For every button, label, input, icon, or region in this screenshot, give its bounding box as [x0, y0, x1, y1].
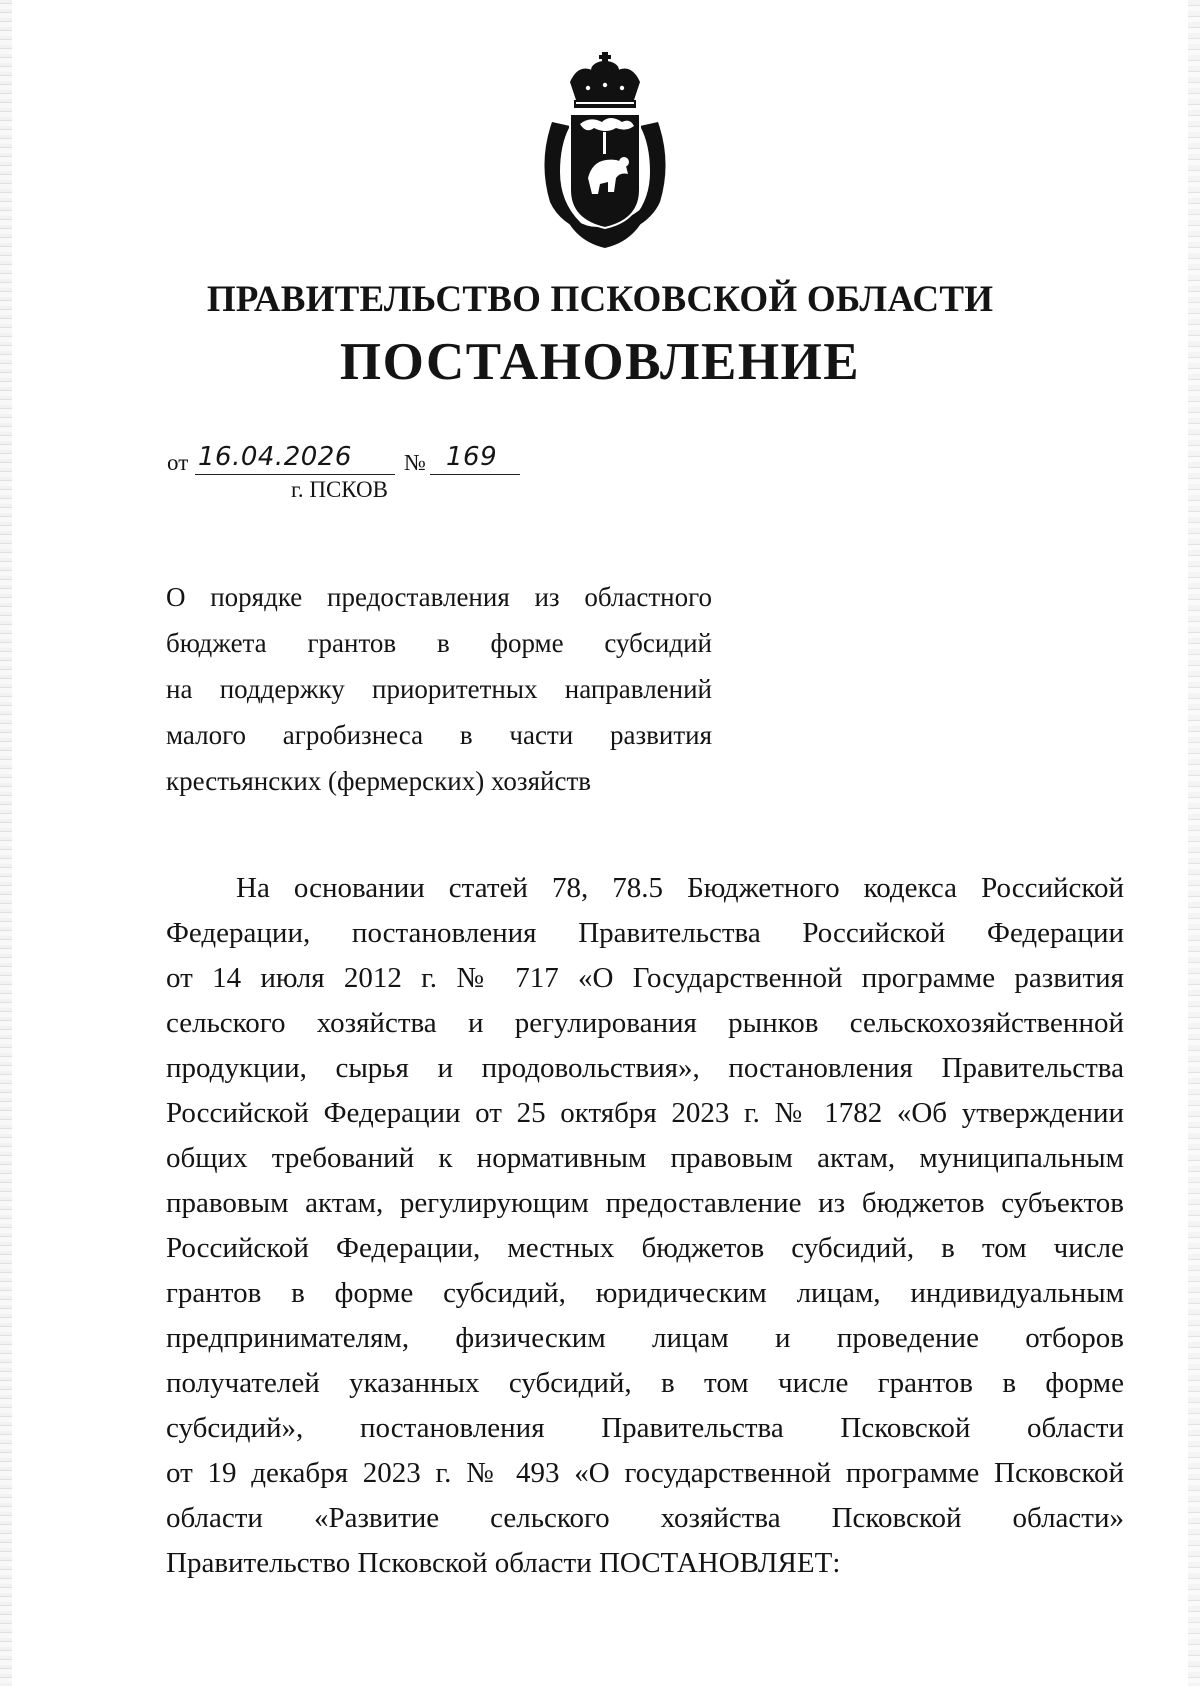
body-line: субсидий», постановления Правительства Псковской области — [166, 1412, 1124, 1444]
date-value: 16.04.2026 — [198, 442, 352, 472]
pskov-coat-of-arms-icon — [530, 52, 680, 250]
number-prefix: № — [404, 450, 426, 475]
body-line: На основании статей 78, 78.5 Бюджетного кодекса Российской — [236, 872, 1124, 904]
scan-edge-left — [0, 0, 12, 1686]
body-line: грантов в форме субсидий, юридическим лицам, индивидуальным — [166, 1277, 1124, 1309]
scan-edge-right — [1188, 0, 1200, 1686]
body-line: получателей указанных субсидий, в том числе грантов в форме — [166, 1367, 1124, 1399]
body-line: области «Развитие сельского хозяйства Псковской области» — [166, 1502, 1124, 1534]
subject-line: крестьянских (фермерских) хозяйств — [166, 766, 591, 796]
subject-line: на поддержку приоритетных направлений — [166, 674, 712, 704]
date-underline — [195, 474, 395, 475]
government-title: ПРАВИТЕЛЬСТВО ПСКОВСКОЙ ОБЛАСТИ — [206, 279, 994, 320]
body-line: Федерации, постановления Правительства Российской Федерации — [166, 917, 1124, 949]
body-line: общих требований к нормативным правовым актам, муниципальным — [166, 1142, 1124, 1174]
subject-line: бюджета грантов в форме субсидий — [166, 628, 712, 658]
date-prefix: от — [167, 450, 189, 475]
body-line: Российской Федерации от 25 октября 2023 г. № 1782 «Об утверждении — [166, 1097, 1124, 1129]
body-line: правовым актам, регулирующим предоставление из бюджетов субъектов — [166, 1187, 1124, 1219]
document-subject — [166, 574, 712, 804]
body-line: Российской Федерации, местных бюджетов субсидий, в том числе — [166, 1232, 1124, 1264]
document-type-title: ПОСТАНОВЛЕНИЕ — [339, 333, 861, 391]
body-line: продукции, сырья и продовольствия», постановления Правительства — [166, 1052, 1124, 1084]
subject-line: малого агробизнеса в части развития — [166, 720, 712, 750]
body-line: сельского хозяйства и регулирования рынков сельскохозяйственной — [166, 1007, 1124, 1039]
body-line: от 19 декабря 2023 г. № 493 «О государственной программе Псковской — [166, 1457, 1124, 1489]
city-label: г. ПСКОВ — [291, 477, 389, 502]
body-line: от 14 июля 2012 г. № 717 «О Государственной программе развития — [166, 962, 1124, 994]
number-underline — [430, 474, 520, 475]
subject-line: О порядке предоставления из областного — [166, 582, 712, 612]
body-line: Правительство Псковской области ПОСТАНОВЛЯЕТ: — [166, 1547, 841, 1579]
number-value: 169 — [446, 442, 498, 472]
preamble-paragraph — [166, 866, 1124, 1586]
body-line: предпринимателям, физическим лицам и проведение отборов — [166, 1322, 1124, 1354]
